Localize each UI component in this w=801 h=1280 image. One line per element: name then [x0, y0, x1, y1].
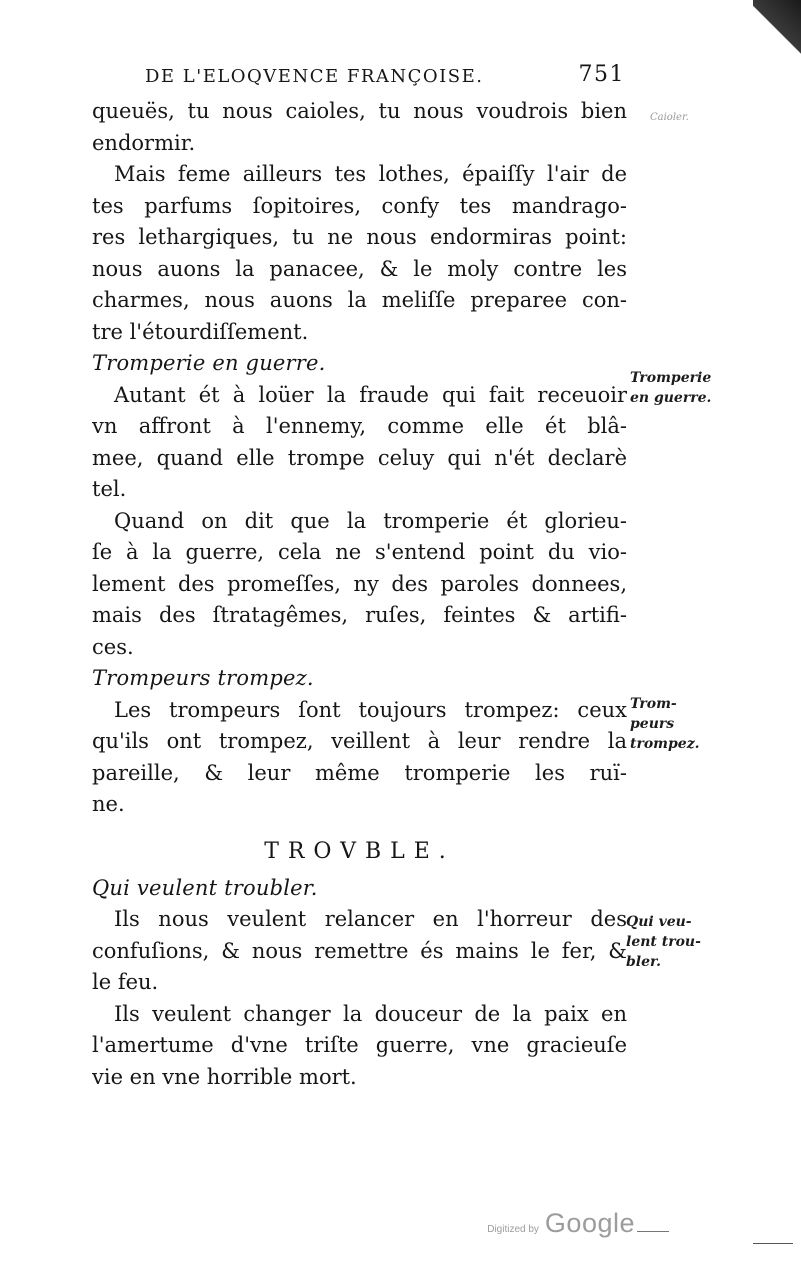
page-header [145, 58, 625, 98]
text-line: tre l'étourdiſſement. [92, 319, 309, 344]
text-line: Ils nous veulent relancer en l'horreur des [114, 907, 627, 931]
text-line: Mais feme ailleurs tes lothes, épaiſſy l'air de [114, 162, 627, 186]
text-line: vn affront à l'ennemy, comme elle ét blâ- [92, 414, 627, 438]
watermark-prefix: Digitized by [487, 1224, 539, 1235]
margin-note-line: Tromperie [630, 370, 712, 386]
margin-note [630, 694, 700, 754]
text-line: l'amertume d'vne triſte guerre, vne gracieuſe [92, 1033, 627, 1057]
text-line: queuës, tu nous caioles, tu nous voudrois bien [92, 99, 627, 123]
text-line: mee, quand elle trompe celuy qui n'ét declarè [92, 445, 627, 470]
margin-note-line: bler. [626, 954, 661, 970]
text-line: Quand on dit que la tromperie ét glorieu- [114, 508, 627, 533]
text-line: ne. [92, 792, 125, 816]
text-line: pareille, & leur même tromperie les ruï- [92, 760, 627, 785]
page-number: 751 [578, 62, 625, 87]
text-line: ſe à la guerre, cela ne s'entend point du vio- [92, 540, 627, 564]
text-line: ces. [92, 634, 134, 659]
text-line: lement des promeſſes, ny des paroles donnees, [92, 571, 627, 596]
text-line: charmes, nous auons la meliſſe preparee con- [92, 288, 627, 312]
margin-note-line: Trom- [630, 696, 677, 712]
text-line: tes parfums ſopitoires, confy tes mandrago- [92, 193, 627, 218]
margin-note [626, 912, 701, 972]
section-heading: Trompeurs trompez. [92, 666, 314, 690]
margin-note-line: lent trou- [626, 934, 701, 950]
text-line: nous auons la panacee, & le moly contre les [92, 256, 627, 281]
section-heading: Tromperie en guerre. [92, 351, 326, 375]
text-line: confuſions, & nous remettre és mains le fer, & [92, 938, 627, 963]
margin-note-line: peurs [630, 716, 675, 732]
google-watermark [487, 1208, 669, 1248]
text-line: vie en vne horrible mort. [92, 1064, 357, 1089]
bottom-rule [753, 1243, 793, 1244]
chapter-title: TROVBLE. [264, 838, 455, 864]
text-line: Les trompeurs ſont toujours trompez: ceux [114, 697, 627, 722]
google-logo: Google [544, 1208, 635, 1238]
margin-note-line: en guerre. [630, 390, 712, 406]
margin-note-line: trompez. [630, 736, 700, 752]
text-line: endormir. [92, 130, 196, 155]
watermark-rule [637, 1231, 669, 1232]
text-line: mais des ſtratagêmes, ruſes, feintes & artifi- [92, 603, 627, 627]
margin-note [630, 368, 711, 408]
text-line: le feu. [92, 970, 159, 994]
body-text [92, 96, 627, 1093]
section-heading: Qui veulent troubler. [92, 875, 318, 900]
text-line: Autant ét à loüer la fraude qui fait receuoir [114, 382, 627, 407]
page-corner-shadow [753, 0, 801, 70]
text-line: Ils veulent changer la douceur de la paix en [114, 1001, 627, 1026]
text-line: tel. [92, 477, 127, 501]
text-line: qu'ils ont trompez, veillent à leur rendre la [92, 729, 627, 753]
text-line: res lethargiques, tu ne nous endormiras point: [92, 225, 627, 249]
margin-note-faint: Caioler. [650, 112, 689, 123]
running-title: DE L'ELOQVENCE FRANÇOISE. [145, 66, 484, 87]
margin-note-line: Qui veu- [626, 914, 692, 930]
